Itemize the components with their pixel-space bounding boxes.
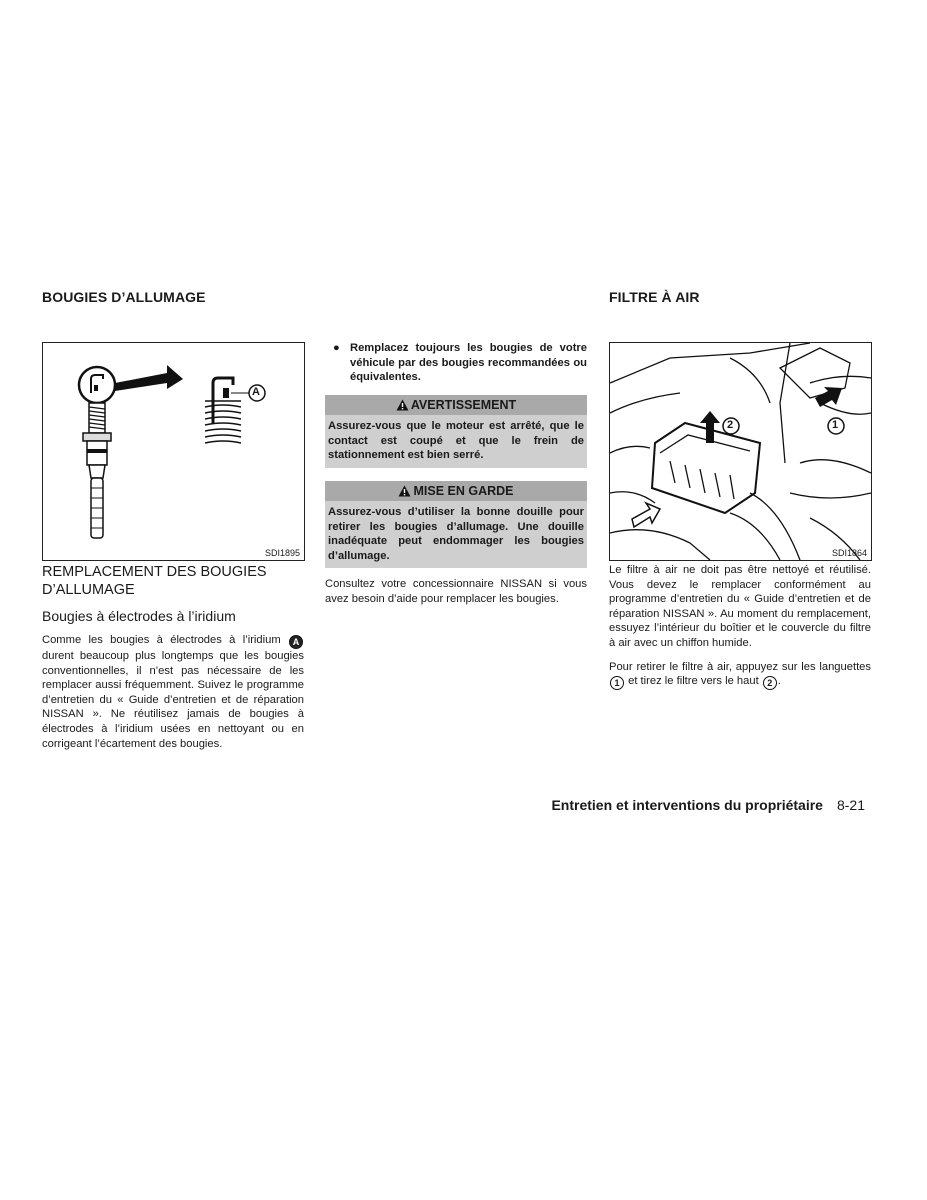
right-column [609, 563, 871, 690]
callout-a: A [289, 635, 303, 649]
bullet-item [325, 341, 587, 385]
warning-box [325, 395, 587, 468]
figure-callout-2: 2 [727, 419, 734, 431]
air-filter-figure [609, 342, 872, 561]
page-footer [551, 797, 865, 813]
bullet-text: Remplacez toujours les bougies de votre véhicule par des bougies recommandées ou équivalentes. [350, 342, 587, 384]
callout-2: 2 [763, 676, 777, 690]
warning-text: Assurez-vous que le moteur est arrêté, que le contact est coupé et que le frein de stationnement est bien serré. [325, 415, 587, 468]
callout-1: 1 [610, 676, 624, 690]
paragraph-filter-replace: Le filtre à air ne doit pas être nettoyé et réutilisé. Vous devez le remplacer conformément au programme d’entretien du « Guide d’entretien et de réparation NISSAN ». Au moment du remplacement, essuyez l’intérieur du boîtier et le couvercle du filtre à air avec un chiffon humide. [609, 564, 871, 649]
caution-box [325, 481, 587, 569]
warning-title: AVERTISSEMENT [410, 397, 517, 412]
spark-plug-figure [42, 342, 305, 561]
bullet-dot: ● [333, 342, 340, 354]
figure-callout-1: 1 [832, 419, 839, 431]
warning-icon [396, 399, 409, 411]
section-title-air-filter: FILTRE À AIR [609, 289, 700, 305]
figure-callout-a: A [252, 386, 260, 398]
air-filter-illustration [610, 343, 871, 560]
subheading-iridium: Bougies à électrodes à l’iridium [42, 608, 236, 624]
caution-header [325, 481, 587, 502]
spark-plug-illustration [43, 343, 304, 560]
figure-code: SDI1895 [264, 548, 300, 558]
paragraph-iridium: Comme les bougies à électrodes à l’iridium A durent beaucoup plus longtemps que les bougies conventionnelles, il n’est pas nécessaire de les remplacer aussi fréquemment. Suivez le programme d’entretien du « Guide d’entretien et de réparation NISSAN ». Ne réutilisez jamais de bougies à électrodes à l’iridium usées en nettoyant ou en corrigeant l’écartement des bougies. [42, 634, 304, 750]
figure-code: SDI1864 [831, 548, 867, 558]
section-title-spark-plugs: BOUGIES D’ALLUMAGE [42, 289, 206, 305]
middle-column [325, 341, 587, 607]
left-column [42, 563, 304, 751]
page-number: 8-21 [836, 797, 865, 813]
heading-replacement: REMPLACEMENT DES BOUGIES D’ALLUMAGE [42, 564, 267, 598]
caution-text: Assurez-vous d’utiliser la bonne douille pour retirer les bougies d’allumage. Une douille inadéquate peut endommager les bougies d’allumage. [325, 501, 587, 568]
caution-icon [398, 485, 411, 497]
paragraph-filter-remove: Pour retirer le filtre à air, appuyez sur les languettes 1 et tirez le filtre vers le haut 2 . [609, 660, 871, 689]
paragraph-dealer: Consultez votre concessionnaire NISSAN si vous avez besoin d’aide pour remplacer les bougies. [325, 578, 587, 606]
caution-title: MISE EN GARDE [413, 483, 514, 498]
warning-header [325, 395, 587, 416]
chapter-title: Entretien et interventions du propriétaire [551, 797, 823, 813]
